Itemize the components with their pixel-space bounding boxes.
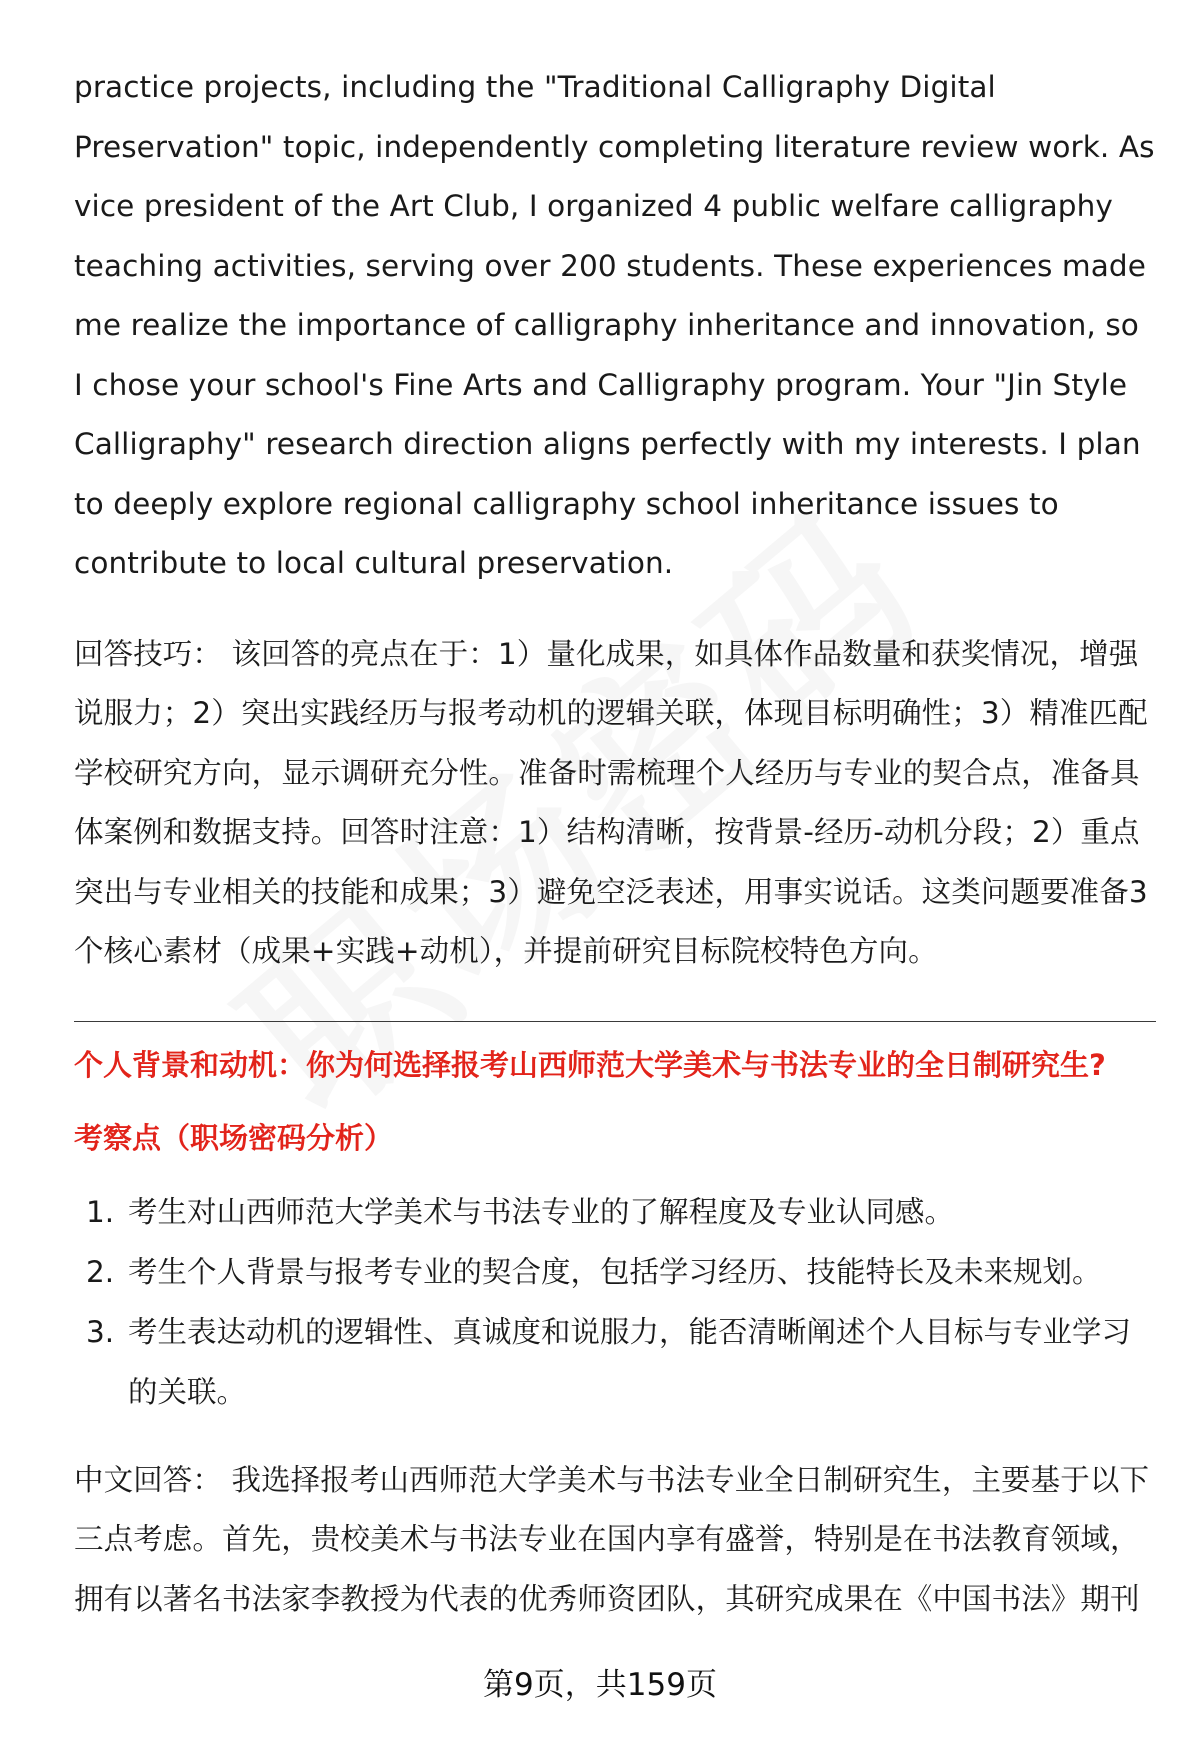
- exam-points-list: [74, 1182, 1156, 1422]
- list-item-number: 1.: [86, 1194, 115, 1229]
- list-item-text: 考生表达动机的逻辑性、真诚度和说服力，能否清晰阐述个人目标与专业学习的关联。: [128, 1314, 1132, 1409]
- list-item: [74, 1302, 1156, 1422]
- question-title: 个人背景和动机：你为何选择报考山西师范大学美术与书法专业的全日制研究生?: [74, 1047, 1106, 1082]
- chinese-answer-paragraph: 中文回答： 我选择报考山西师范大学美术与书法专业全日制研究生，主要基于以下三点考虑。首先，贵校美术与书法专业在国内享有盛誉，特别是在书法教育领域，拥有以著名书法家李教授为代表的优秀师资团队，其研究成果在《中国书法》期刊: [74, 1462, 1150, 1616]
- list-item-number: 2.: [86, 1254, 115, 1289]
- list-item-text: 考生个人背景与报考专业的契合度，包括学习经历、技能特长及未来规划。: [128, 1254, 1102, 1289]
- section-divider: [74, 1021, 1156, 1022]
- list-item: [74, 1242, 1156, 1302]
- english-answer-paragraph: practice projects, including the "Traditional Calligraphy Digital Preservation" topic, independently completing literature review work. As vice president of the Art Club, I organized 4 public welfare calligraphy teaching activities, serving over 200 students. These experiences made me realize the importance of calligraphy inheritance and innovation, so I chose your school's Fine Arts and Calligraphy program. Your "Jin Style Calligraphy" research direction aligns perfectly with my interests. I plan to deeply explore regional calligraphy school inheritance issues to contribute to local cultural preservation.: [74, 70, 1155, 580]
- page-footer: 第9页，共159页: [483, 1667, 717, 1703]
- list-item: [74, 1182, 1156, 1242]
- exam-points-title: 考察点（职场密码分析）: [74, 1120, 394, 1155]
- answer-tips-paragraph: 回答技巧： 该回答的亮点在于：1）量化成果，如具体作品数量和获奖情况，增强说服力；2）突出实践经历与报考动机的逻辑关联，体现目标明确性；3）精准匹配学校研究方向，显示调研充分性。准备时需梳理个人经历与专业的契合点，准备具体案例和数据支持。回答时注意：1）结构清晰，按背景-经历-动机分段；2）重点突出与专业相关的技能和成果；3）避免空泛表述，用事实说话。这类问题要准备3个核心素材（成果+实践+动机），并提前研究目标院校特色方向。: [74, 636, 1148, 968]
- list-item-number: 3.: [86, 1314, 115, 1349]
- list-item-text: 考生对山西师范大学美术与书法专业的了解程度及专业认同感。: [128, 1194, 955, 1229]
- document-body: [74, 58, 1156, 1629]
